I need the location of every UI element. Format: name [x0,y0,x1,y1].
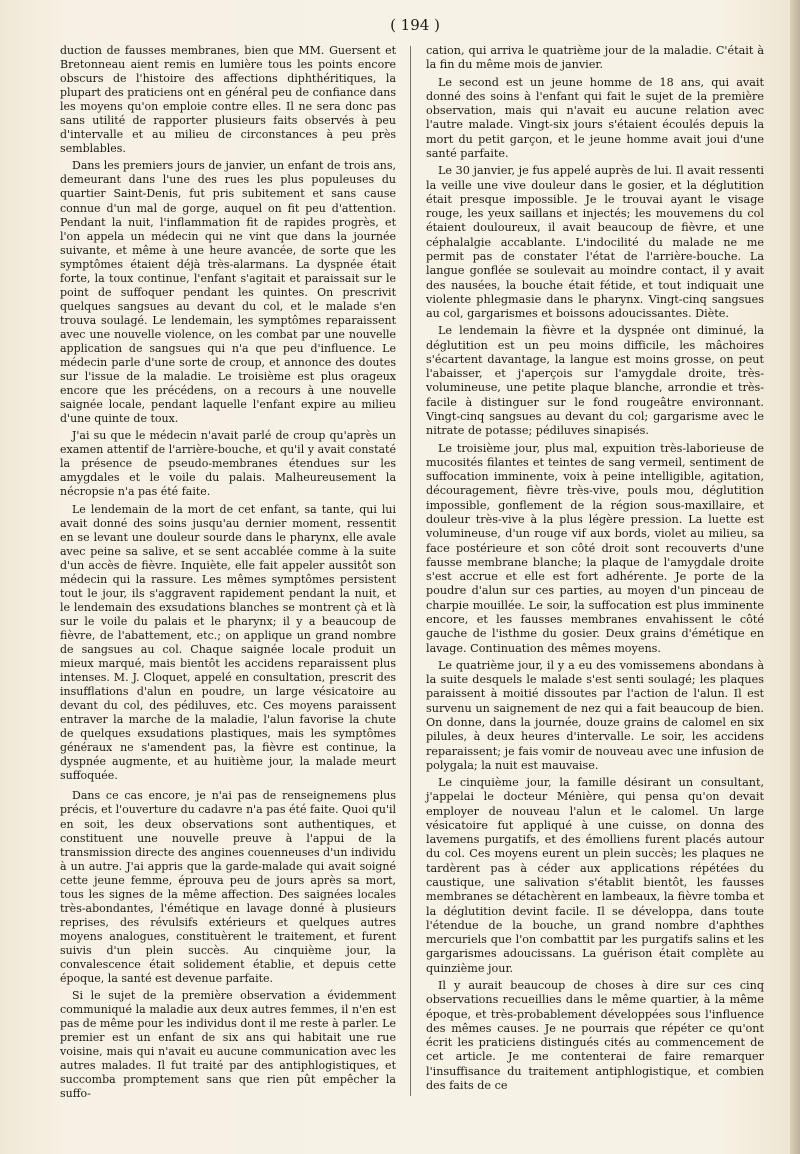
paragraph: Le cinquième jour, la famille désirant un consultant, j'appelai le docteur Ménière, qui pensa qu'on devait employer de nouveau l'alun et le calomel. Un large vésicatoire fut appliqué à une cuisse, on donna des lavemens purgatifs, et des émolliens furent placés autour du col. Ces moyens eurent un plein succès; les plaques ne tardèrent pas à céder aux applications répétées du caustique, une salivation s'établit bientôt, les fausses membranes se détachèrent en lambeaux, la fièvre tomba et la déglutition devint facile. Il se développa, dans toute l'étendue de la bouche, un grand nombre d'aphthes mercuriels que l'on combattit par les purgatifs salins et les gargarismes adoucissans. La guérison était complète au quinzième jour. [426,776,764,975]
page-edge [790,0,800,1154]
page-header [0,16,800,40]
paragraph: cation, qui arriva le quatrième jour de la maladie. C'était à la fin du même mois de janvier. [426,44,764,72]
paragraph: Le lendemain la fièvre et la dyspnée ont diminué, la déglutition est un peu moins difficile, les mâchoires s'écartent davantage, la langue est moins grosse, on peut l'abaisser, et j'aperçois sur l'amygdale droite, très-volumineuse, une petite plaque blanche, arrondie et très-facile à distinguer sur le fond rougeâtre environnant. Vingt-cinq sangsues au devant du col; gargarisme avec le nitrate de potasse; pédiluves sinapisés. [426,324,764,438]
page-number: ( 194 ) [390,16,440,34]
paragraph: Dans les premiers jours de janvier, un enfant de trois ans, demeurant dans l'une des rues les plus populeuses du quartier Saint-Denis, fut pris subitement et sans cause connue d'un mal de gorge, auquel on fit peu d'attention. Pendant la nuit, l'inflammation fit de rapides progrès, et l'on appela un médecin qui ne vint que dans la journée suivante, et même à une heure avancée, de sorte que les symptômes étaient déjà très-alarmans. La dyspnée était forte, la toux continue, l'enfant s'agitait et paraissait sur le point de suffoquer pendant les quintes. On prescrivit quelques sangsues au devant du col, et le malade s'en trouva soulagé. Le lendemain, les symptômes reparaissent avec une nouvelle violence, on les combat par une nouvelle application de sangsues qui n'a que peu d'influence. Le médecin parle d'une sorte de croup, et annonce des doutes sur l'issue de la maladie. Le troisième est plus orageux encore que les précédens, on a recours à une nouvelle saignée locale, pendant laquelle l'enfant expire au milieu d'une quinte de toux. [60,159,396,426]
paragraph: Le second est un jeune homme de 18 ans, qui avait donné des soins à l'enfant qui fait le sujet de la première observation, mais qui n'avait eu aucune relation avec l'autre malade. Vingt-six jours s'étaient écoulés depuis la mort du petit garçon, et le jeune homme avait joui d'une santé parfaite. [426,75,764,160]
left-column [60,44,396,1104]
paragraph: duction de fausses membranes, bien que MM. Guersent et Bretonneau aient remis en lumière tous les points encore obscurs de l'histoire des affections diphthéritiques, la plupart des praticiens ont en général peu de confiance dans les moyens qu'on emploie contre elles. Il ne sera donc pas sans utilité de rapporter plusieurs faits observés à peu d'intervalle et au milieu de circonstances à peu près semblables. [60,44,396,156]
column-divider [410,46,411,1096]
paragraph: Le quatrième jour, il y a eu des vomissemens abondans à la suite desquels le malade s'est senti soulagé; les plaques paraissent à moitié dissoutes par l'action de l'alun. Il est survenu un saignement de nez qui a fait beaucoup de bien. On donne, dans la journée, douze grains de calomel en six pilules, à deux heures d'intervalle. Le soir, les accidens reparaissent; je fais vomir de nouveau avec une infusion de polygala; la nuit est mauvaise. [426,658,764,772]
paragraph: Dans ce cas encore, je n'ai pas de renseignemens plus précis, et l'ouverture du cadavre n'a pas été faite. Quoi qu'il en soit, les deux observations sont authentiques, et constituent une nouvelle preuve à l'appui de la transmission directe des angines couenneuses d'un individu à un autre. J'ai appris que la garde-malade qui avait soigné cette jeune femme, éprouva peu de jours après sa mort, tous les signes de la même affection. Des saignées locales très-abondantes, l'émétique en lavage donné à plusieurs reprises, des révulsifs extérieurs et quelques autres moyens analogues, constituèrent le traitement, et furent suivis d'un plein succès. Au cinquième jour, la convalescence était solidement établie, et depuis cette époque, la santé est devenue parfaite. [60,789,396,986]
paragraph: Il y aurait beaucoup de choses à dire sur ces cinq observations recueillies dans le même quartier, à la même époque, et très-probablement développées sous l'influence des mêmes causes. Je ne pourrais que répéter ce qu'ont écrit les praticiens distingués cités au commencement de cet article. Je me contenterai de faire remarquer l'insuffisance du traitement antiphlogistique, et combien des faits de ce [426,979,764,1092]
paragraph: Le 30 janvier, je fus appelé auprès de lui. Il avait ressenti la veille une vive douleur dans le gosier, et la déglutition était presque impossible. Je le trouvai ayant le visage rouge, les yeux saillans et injectés; les mouvemens du col étaient douloureux, il avait beaucoup de fièvre, et une céphalalgie accablante. L'indocilité du malade ne me permit pas de constater l'état de l'arrière-bouche. La langue gonflée se soulevait au moindre contact, il y avait des nausées, la bouche était fétide, et tout indiquait une violente phlegmasie dans le pharynx. Vingt-cinq sangsues au col, gargarismes et boissons adoucissantes. Diète. [426,164,764,321]
paragraph: Si le sujet de la première observation a évidemment communiqué la maladie aux deux autres femmes, il n'en est pas de même pour les individus dont il me reste à parler. Le premier est un enfant de six ans qui habitait une rue voisine, mais qui n'avait eu aucune communication avec les autres malades. Il fut traité par des antiphlogistiques, et succomba promptement sans que rien pût empêcher la suffo- [60,989,396,1101]
paragraph: Le troisième jour, plus mal, expuition très-laborieuse de mucosités filantes et teintes de sang vermeil, sentiment de suffocation imminente, voix à peine intelligible, agitation, découragement, fièvre très-vive, pouls mou, déglutition impossible, gonflement de la région sous-maxillaire, et douleur très-vive à la plus légère pression. La luette est volumineuse, d'un rouge vif aux bords, violet au milieu, sa face postérieure et son côté droit sont recouverts d'une fausse membrane blanche; la plaque de l'amygdale droite s'est accrue et elle est fort adhérente. Je porte de la poudre d'alun sur ces parties, au moyen d'un pinceau de charpie mouillée. Le soir, la suffocation est plus imminente encore, et les fausses membranes envahissent le côté gauche de l'isthme du gosier. Deux grains d'émétique en lavage. Continuation des mêmes moyens. [426,441,764,655]
paragraph: Le lendemain de la mort de cet enfant, sa tante, qui lui avait donné des soins jusqu'au dernier moment, ressentit en se levant une douleur sourde dans le pharynx, elle avale avec peine sa salive, et se sent accablée comme à la suite d'un accès de fièvre. Inquiète, elle fait appeler aussitôt son médecin qui la rassure. Les mêmes symptômes persistent tout le jour, ils s'aggravent rapidement pendant la nuit, et le lendemain des exsudations blanches se montrent çà et là sur le voile du palais et le pharynx; il y a beaucoup de fièvre, de l'abattement, etc.; on applique un grand nombre de sangsues au col. Chaque saignée locale produit un mieux marqué, mais bientôt les accidens reparaissent plus intenses. M. J. Cloquet, appelé en consultation, prescrit des insufflations d'alun en poudre, un large vésicatoire au devant du col, des pédiluves, etc. Ces moyens paraissent entraver la marche de la maladie, l'alun favorise la chute de quelques exsudations plastiques, mais les symptômes généraux ne s'amendent pas, la fièvre est continue, la dyspnée augmente, et au huitième jour, la malade meurt suffoquée. [60,502,396,783]
paragraph: J'ai su que le médecin n'avait parlé de croup qu'après un examen attentif de l'arrière-bouche, et qu'il y avait constaté la présence de pseudo-membranes étendues sur les amygdales et le voile du palais. Malheureusement la nécropsie n'a pas été faite. [60,429,396,499]
right-column [426,44,764,1096]
